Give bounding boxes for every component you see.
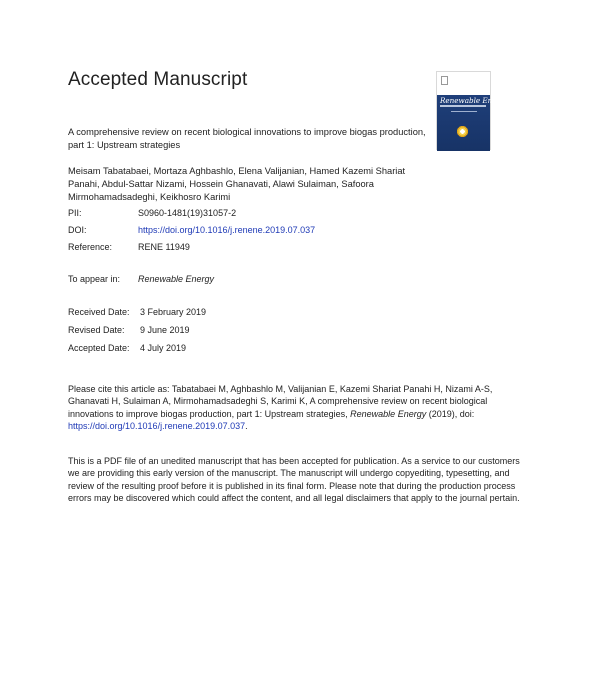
reference-row [68,241,190,253]
page-title: Accepted Manuscript [68,69,248,90]
pii-value: S0960-1481(19)31057-2 [138,208,237,218]
cover-subtitle-line-2 [451,111,477,112]
received-date-label: Received Date: [68,307,130,317]
accepted-date-value: 4 July 2019 [140,343,187,353]
cover-journal-title: Renewable Energy [440,96,509,105]
doi-link[interactable]: https://doi.org/10.1016/j.renene.2019.07.037 [138,225,316,235]
citation-doi-link[interactable]: https://doi.org/10.1016/j.renene.2019.07.037 [68,420,246,431]
article-title: A comprehensive review on recent biological innovations to improve biogas production, part 1: Upstream strategies [68,127,426,150]
accepted-date-label: Accepted Date: [68,343,130,353]
received-date-row [68,306,206,318]
journal-cover-image [436,71,509,150]
disclaimer-paragraph: This is a PDF file of an unedited manuscript that has been accepted for publication. As a service to our customers we are providing this early version of the manuscript. The manuscript will undergo copyediting, typesetting, and review of the resulting proof before it is published in its final form. Please note that during the production process errors may be discovered which could affect the content, and all legal disclaimers that apply to the journal pertain. [68,456,520,503]
appear-in-row [68,273,214,285]
appear-in-label: To appear in: [68,274,121,284]
revised-date-value: 9 June 2019 [140,325,190,335]
cover-subtitle-line [440,105,486,107]
revised-date-row [68,324,190,336]
citation-text: Please cite this article as: Tabatabaei M, Aghbashlo M, Valijanian E, Kazemi Shariat Panahi H, Nizami A-S, Ghanavati H, Sulaiman A, Mirmohamadsadeghi S, Karimi K, A comprehensive review on recent biological innovations to improve biogas production, part 1: Upstream strategies, [68,384,493,419]
pii-label: PII: [68,208,82,218]
doi-row [68,224,315,236]
revised-date-label: Revised Date: [68,325,125,335]
received-date-value: 3 February 2019 [140,307,207,317]
reference-label: Reference: [68,242,113,252]
journal-name: Renewable Energy [138,274,215,284]
doi-label: DOI: [68,225,87,235]
citation-journal: Renewable Energy [350,408,427,419]
article-authors: Meisam Tabatabaei, Mortaza Aghbashlo, Elena Valijanian, Hamed Kazemi Shariat Panahi, Abdul-Sattar Nizami, Hossein Ghanavati, Alawi Sulaiman, Safoora Mirmohamadsadeghi, Keikhosro Karimi [68,166,406,202]
accepted-date-row [68,342,186,354]
citation-year: (2019), doi: [426,408,475,419]
citation-end: . [245,420,248,431]
pii-row [68,207,236,219]
cover-flower-icon [456,125,469,138]
reference-value: RENE 11949 [138,242,190,252]
publisher-logo-icon [441,76,448,85]
citation-paragraph [68,383,528,432]
